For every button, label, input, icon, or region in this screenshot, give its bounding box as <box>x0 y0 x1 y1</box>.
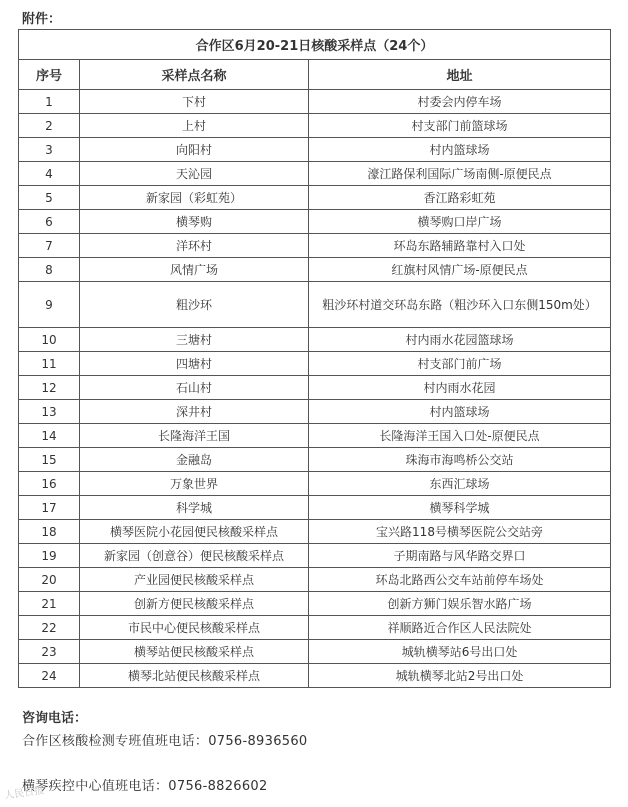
table-row <box>19 376 611 400</box>
cell-address: 村内篮球场 <box>309 138 611 162</box>
cell-address: 创新方狮门娱乐智水路广场 <box>309 592 611 616</box>
table-row <box>19 448 611 472</box>
cell-site-name: 长隆海洋王国 <box>80 424 309 448</box>
table-row <box>19 424 611 448</box>
cell-no: 17 <box>19 496 80 520</box>
cell-no: 8 <box>19 258 80 282</box>
table-row <box>19 162 611 186</box>
cell-no: 10 <box>19 328 80 352</box>
cell-site-name: 横琴购 <box>80 210 309 234</box>
cell-address: 环岛东路辅路靠村入口处 <box>309 234 611 258</box>
watermark: 人民日报 <box>3 785 45 802</box>
cell-site-name: 三塘村 <box>80 328 309 352</box>
attachment-label: 附件： <box>22 12 62 27</box>
cell-site-name: 粗沙环 <box>80 282 309 328</box>
cell-site-name: 金融岛 <box>80 448 309 472</box>
cell-site-name: 创新方便民核酸采样点 <box>80 592 309 616</box>
cell-address: 村委会内停车场 <box>309 90 611 114</box>
table-row <box>19 234 611 258</box>
cell-address: 珠海市海鸣桥公交站 <box>309 448 611 472</box>
table-row <box>19 664 611 688</box>
table-row <box>19 520 611 544</box>
cell-no: 5 <box>19 186 80 210</box>
cell-address: 子期南路与风华路交界口 <box>309 544 611 568</box>
cell-address: 红旗村风情广场-原便民点 <box>309 258 611 282</box>
sampling-sites-table <box>18 29 611 688</box>
cell-site-name: 万象世界 <box>80 472 309 496</box>
cell-address: 祥顺路近合作区人民法院处 <box>309 616 611 640</box>
table-row <box>19 352 611 376</box>
cell-site-name: 深井村 <box>80 400 309 424</box>
table-row <box>19 90 611 114</box>
cell-no: 20 <box>19 568 80 592</box>
cell-address: 粗沙环村道交环岛东路（粗沙环入口东侧150m处） <box>309 282 611 328</box>
table-row <box>19 328 611 352</box>
cell-site-name: 新家园（创意谷）便民核酸采样点 <box>80 544 309 568</box>
cell-site-name: 洋环村 <box>80 234 309 258</box>
cell-site-name: 市民中心便民核酸采样点 <box>80 616 309 640</box>
consult-hotline-1: 合作区核酸检测专班值班电话：0756-8936560 <box>22 734 308 749</box>
cell-site-name: 产业园便民核酸采样点 <box>80 568 309 592</box>
cell-no: 16 <box>19 472 80 496</box>
cell-site-name: 下村 <box>80 90 309 114</box>
cell-address: 横琴科学城 <box>309 496 611 520</box>
cell-no: 1 <box>19 90 80 114</box>
cell-site-name: 上村 <box>80 114 309 138</box>
cell-no: 21 <box>19 592 80 616</box>
cell-no: 11 <box>19 352 80 376</box>
table-row <box>19 472 611 496</box>
cell-address: 城轨横琴站6号出口处 <box>309 640 611 664</box>
cell-no: 23 <box>19 640 80 664</box>
cell-address: 濠江路保利国际广场南侧-原便民点 <box>309 162 611 186</box>
cell-site-name: 新家园（彩虹苑） <box>80 186 309 210</box>
table-row <box>19 568 611 592</box>
cell-site-name: 向阳村 <box>80 138 309 162</box>
cell-no: 2 <box>19 114 80 138</box>
cell-address: 宝兴路118号横琴医院公交站旁 <box>309 520 611 544</box>
table-title: 合作区6月20-21日核酸采样点（24个） <box>19 30 611 60</box>
consult-hotline-2: 横琴疾控中心值班电话：0756-8826602 <box>22 779 268 794</box>
table-row <box>19 138 611 162</box>
cell-no: 3 <box>19 138 80 162</box>
cell-no: 4 <box>19 162 80 186</box>
cell-address: 横琴购口岸广场 <box>309 210 611 234</box>
cell-site-name: 横琴站便民核酸采样点 <box>80 640 309 664</box>
cell-site-name: 横琴医院小花园便民核酸采样点 <box>80 520 309 544</box>
cell-address: 城轨横琴北站2号出口处 <box>309 664 611 688</box>
cell-no: 6 <box>19 210 80 234</box>
cell-no: 24 <box>19 664 80 688</box>
cell-site-name: 天沁园 <box>80 162 309 186</box>
table-row <box>19 114 611 138</box>
table-row <box>19 186 611 210</box>
cell-address: 环岛北路西公交车站前停车场处 <box>309 568 611 592</box>
table-row <box>19 616 611 640</box>
cell-no: 15 <box>19 448 80 472</box>
cell-address: 村支部门前广场 <box>309 352 611 376</box>
cell-address: 香江路彩虹苑 <box>309 186 611 210</box>
cell-site-name: 横琴北站便民核酸采样点 <box>80 664 309 688</box>
header-no: 序号 <box>19 60 80 90</box>
header-address: 地址 <box>309 60 611 90</box>
table-row <box>19 592 611 616</box>
cell-no: 13 <box>19 400 80 424</box>
cell-address: 长隆海洋王国入口处-原便民点 <box>309 424 611 448</box>
table-row <box>19 496 611 520</box>
cell-no: 19 <box>19 544 80 568</box>
table-row <box>19 640 611 664</box>
cell-address: 村内雨水花园 <box>309 376 611 400</box>
cell-no: 22 <box>19 616 80 640</box>
cell-site-name: 风情广场 <box>80 258 309 282</box>
table-row <box>19 400 611 424</box>
header-site-name: 采样点名称 <box>80 60 309 90</box>
cell-address: 村内篮球场 <box>309 400 611 424</box>
cell-no: 12 <box>19 376 80 400</box>
cell-no: 9 <box>19 282 80 328</box>
cell-address: 村支部门前篮球场 <box>309 114 611 138</box>
cell-no: 18 <box>19 520 80 544</box>
cell-site-name: 石山村 <box>80 376 309 400</box>
cell-site-name: 四塘村 <box>80 352 309 376</box>
table-row <box>19 210 611 234</box>
table-row <box>19 282 611 328</box>
table-row <box>19 544 611 568</box>
table-header-row <box>19 60 611 90</box>
cell-address: 东西汇球场 <box>309 472 611 496</box>
cell-address: 村内雨水花园篮球场 <box>309 328 611 352</box>
cell-no: 14 <box>19 424 80 448</box>
table-row <box>19 258 611 282</box>
cell-site-name: 科学城 <box>80 496 309 520</box>
cell-no: 7 <box>19 234 80 258</box>
consult-title: 咨询电话： <box>22 711 88 726</box>
